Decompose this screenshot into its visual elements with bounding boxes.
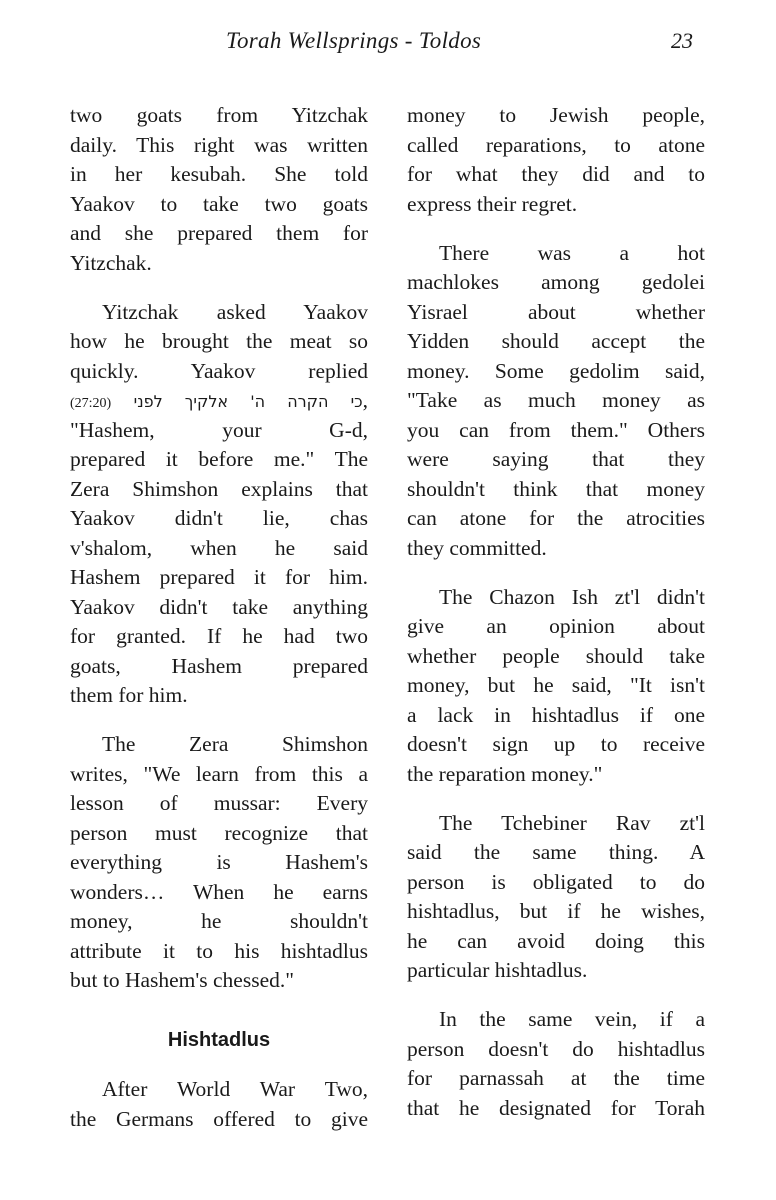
text-line: a lack in hishtadlus if one bbox=[407, 702, 705, 727]
text-line: After World War Two, bbox=[102, 1077, 368, 1101]
paragraph bbox=[407, 1005, 705, 1123]
text-line: Yisrael about whether bbox=[407, 299, 705, 324]
text-line: called reparations, to atone bbox=[407, 132, 705, 157]
text-line: Yaakov didn't lie, chas bbox=[70, 506, 368, 530]
text-line: attribute it to his hishtadlus bbox=[70, 938, 368, 963]
text-line: Yitzchak. bbox=[70, 250, 152, 275]
right-column bbox=[407, 101, 705, 1143]
text-line: "Take as much money as bbox=[407, 388, 705, 412]
text-line: them for him. bbox=[70, 683, 188, 707]
text-line: The Tchebiner Rav zt'l bbox=[439, 810, 705, 835]
text-line: person is obligated to do bbox=[407, 869, 705, 894]
text-line: "Hashem, your G-d, bbox=[70, 417, 368, 442]
text-line: in her kesubah. She told bbox=[70, 162, 368, 186]
text-line: that he designated for Torah bbox=[407, 1095, 705, 1120]
text-line: goats, Hashem prepared bbox=[70, 653, 368, 678]
text-line: how he brought the meat so bbox=[70, 329, 368, 353]
text-line: The Chazon Ish zt'l didn't bbox=[439, 584, 705, 609]
text-line: and she prepared them for bbox=[70, 221, 368, 245]
text-line: writes, "We learn from this a bbox=[70, 761, 368, 786]
paragraph bbox=[70, 730, 368, 996]
text-line: money. Some gedolim said, bbox=[407, 358, 705, 383]
page-number: 23 bbox=[671, 28, 693, 53]
text-line: v'shalom, when he said bbox=[70, 535, 368, 560]
text-line: were saying that they bbox=[407, 447, 705, 471]
text-line: everything is Hashem's bbox=[70, 850, 368, 874]
text-line: machlokes among gedolei bbox=[407, 270, 705, 294]
text-line: prepared it before me." The bbox=[70, 447, 368, 471]
text-line: the Germans offered to give bbox=[70, 1106, 368, 1131]
text-line: for what they did and to bbox=[407, 162, 705, 186]
text-line: Hashem prepared it for him. bbox=[70, 565, 368, 589]
paragraph bbox=[407, 809, 705, 986]
text-line: but to Hashem's chessed." bbox=[70, 968, 295, 992]
text-line: daily. This right was written bbox=[70, 132, 368, 157]
text-line: There was a hot bbox=[439, 240, 705, 265]
text-line: Yaakov didn't take anything bbox=[70, 594, 368, 619]
paragraph bbox=[407, 239, 705, 564]
text-line: two goats from Yitzchak bbox=[70, 103, 368, 127]
text-line: person doesn't do hishtadlus bbox=[407, 1036, 705, 1061]
paragraph bbox=[70, 1075, 368, 1134]
text-line: Yitzchak asked Yaakov bbox=[102, 299, 368, 324]
text-line: give an opinion about bbox=[407, 614, 705, 638]
paragraph bbox=[70, 298, 368, 711]
text-line: Yaakov to take two goats bbox=[70, 191, 368, 216]
text-line: wonders… When he earns bbox=[70, 879, 368, 904]
section-heading: Hishtadlus bbox=[167, 1028, 271, 1051]
text-line: for parnassah at the time bbox=[407, 1066, 705, 1090]
text-line: money, he shouldn't bbox=[70, 909, 368, 933]
text-line: particular hishtadlus. bbox=[407, 958, 588, 982]
left-column bbox=[70, 101, 368, 1154]
text-line: said the same thing. A bbox=[407, 840, 705, 864]
text-line: they committed. bbox=[407, 535, 547, 560]
text-line: for granted. If he had two bbox=[70, 624, 368, 648]
punctuation: , bbox=[362, 388, 369, 412]
text-line: the reparation money." bbox=[407, 761, 603, 786]
text-line: you can from them." Others bbox=[407, 417, 705, 442]
text-line: money to Jewish people, bbox=[407, 103, 705, 127]
text-line: whether people should take bbox=[407, 643, 705, 668]
text-line: Yidden should accept the bbox=[407, 329, 705, 353]
text-line: lesson of mussar: Every bbox=[70, 791, 368, 815]
text-line: quickly. Yaakov replied bbox=[70, 358, 368, 383]
paragraph bbox=[407, 101, 705, 219]
text-line: doesn't sign up to receive bbox=[407, 732, 705, 756]
text-line: person must recognize that bbox=[70, 820, 368, 845]
text-line: money, but he said, "It isn't bbox=[407, 673, 705, 697]
text-line: shouldn't think that money bbox=[407, 476, 705, 501]
text-line: express their regret. bbox=[407, 191, 578, 216]
text-line: Zera Shimshon explains that bbox=[70, 476, 368, 501]
paragraph bbox=[407, 583, 705, 790]
text-line: In the same vein, if a bbox=[439, 1007, 705, 1031]
paragraph bbox=[70, 101, 368, 278]
running-header bbox=[0, 28, 776, 60]
text-line: The Zera Shimshon bbox=[102, 732, 368, 756]
text-line: hishtadlus, but if he wishes, bbox=[407, 899, 705, 923]
book-title: Torah Wellsprings - Toldos bbox=[226, 28, 482, 53]
hebrew-quote-line bbox=[70, 386, 368, 416]
verse-reference: (27:20) bbox=[70, 396, 112, 411]
text-line: he can avoid doing this bbox=[407, 928, 705, 953]
text-line: can atone for the atrocities bbox=[407, 506, 705, 530]
hebrew-quote: כי הקרה ה' אלקיך לפני bbox=[133, 392, 363, 411]
